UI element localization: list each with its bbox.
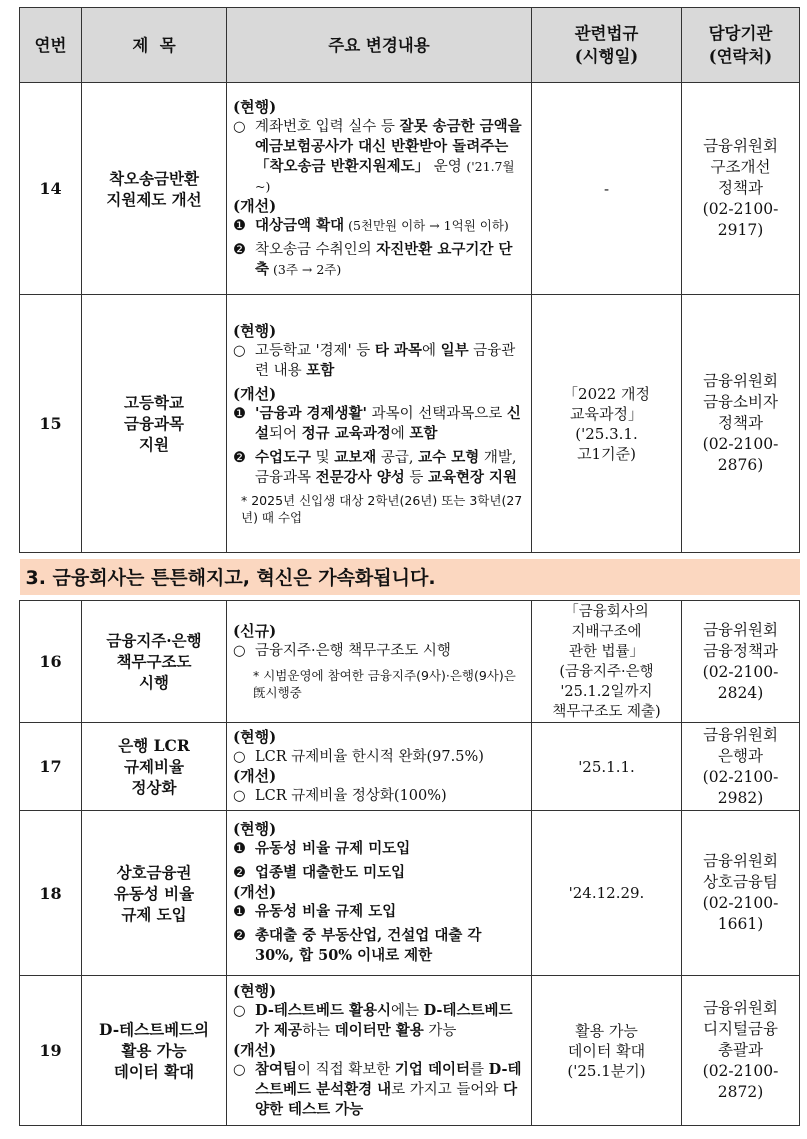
row-agency: 금융위원회 디지털금융 총괄과 (02-2100- 2872) (682, 976, 800, 1126)
row-agency: 금융위원회 구조개선 정책과 (02-2100- 2917) (682, 83, 800, 295)
table-row (20, 811, 800, 976)
header-num: 연번 (20, 8, 82, 83)
bullet-item: ○ LCR 규제비율 정상화(100%) (233, 787, 447, 804)
section-label: (현행) (233, 820, 277, 838)
table-row (20, 295, 800, 553)
bullet-item: ❷ 수업도구 및 교보재 공급, 교수 모형 개발, 금융과목 전문강사 양성 등 교육현장 지원 (233, 448, 518, 486)
row-law: '25.1.1. (532, 723, 682, 811)
row-content (227, 295, 532, 553)
section-label: (현행) (233, 97, 277, 116)
row-number: 15 (20, 295, 82, 553)
footnote: * 시범운영에 참여한 금융지주(9사)·은행(9사)은 旣시행중 (253, 668, 516, 700)
section-label: (개선) (233, 883, 277, 901)
row-content (227, 601, 532, 723)
table-row (20, 83, 800, 295)
table-header-row (20, 8, 800, 83)
table-row (20, 601, 800, 723)
header-content: 주요 변경내용 (227, 8, 532, 83)
row-number: 16 (20, 601, 82, 723)
row-law: 활용 가능 데이터 확대 ('25.1분기) (532, 976, 682, 1126)
row-content (227, 723, 532, 811)
row-number: 18 (20, 811, 82, 976)
row-content (227, 976, 532, 1126)
section-label: (현행) (233, 321, 277, 340)
bullet-item: ○ 고등학교 '경제' 등 타 과목에 일부 금융관련 내용 포함 (233, 341, 516, 379)
section-label: (현행) (233, 981, 277, 1000)
bullet-item: ❷ 착오송금 수취인의 자진반환 요구기간 단축 (3주 → 2주) (233, 240, 513, 278)
row-law: 「금융회사의 지배구조에 관한 법률」 (금융지주·은행 '25.1.2일까지 책무구조도 제출) (532, 601, 682, 723)
bullet-item: ○ D-테스트베드 활용시에는 D-테스트베드가 제공하는 데이터만 활용 가능 (233, 1001, 513, 1039)
section-banner-title: 3. 금융회사는 튼튼해지고, 혁신은 가속화됩니다. (20, 559, 800, 595)
bullet-item: ❶ 유동성 비율 규제 도입 (233, 903, 397, 920)
row-content (227, 83, 532, 295)
bullet-item: ❶ 유동성 비율 규제 미도입 (233, 840, 411, 857)
row-law: - (532, 83, 682, 295)
section-label: (개선) (233, 1040, 277, 1059)
policy-change-table (19, 7, 800, 1126)
bullet-item: ❶ 대상금액 확대 (5천만원 이하 → 1억원 이하) (233, 216, 509, 234)
section-label: (개선) (233, 384, 277, 403)
row-agency: 금융위원회 금융정책과 (02-2100- 2824) (682, 601, 800, 723)
row-title: D-테스트베드의 활용 가능 데이터 확대 (82, 976, 227, 1126)
bullet-item: ❷ 총대출 중 부동산업, 건설업 대출 각 30%, 합 50% 이내로 제한 (233, 927, 482, 964)
row-title: 고등학교 금융과목 지원 (82, 295, 227, 553)
row-law: '24.12.29. (532, 811, 682, 976)
section-banner (20, 559, 800, 595)
table-row (20, 723, 800, 811)
bullet-item: ❷ 업종별 대출한도 미도입 (233, 864, 406, 881)
row-number: 14 (20, 83, 82, 295)
row-agency: 금융위원회 금융소비자 정책과 (02-2100- 2876) (682, 295, 800, 553)
section-label: (개선) (233, 766, 277, 785)
row-law: 「2022 개정 교육과정」 ('25.3.1. 고1기준) (532, 295, 682, 553)
header-law: 관련법규 (시행일) (532, 8, 682, 83)
section-label: (현행) (233, 727, 277, 746)
section-label: (개선) (233, 196, 277, 215)
table-row (20, 976, 800, 1126)
row-content (227, 811, 532, 976)
bullet-item: ○ 참여팀이 직접 확보한 기업 데이터를 D-테스트베드 분석환경 내로 가지고 들어와 다양한 테스트 가능 (233, 1060, 522, 1118)
section-label: (신규) (233, 622, 277, 640)
bullet-item: ○ LCR 규제비율 한시적 완화(97.5%) (233, 748, 484, 765)
row-title: 금융지주·은행 책무구조도 시행 (82, 601, 227, 723)
row-title: 은행 LCR 규제비율 정상화 (82, 723, 227, 811)
bullet-item: ○ 금융지주·은행 책무구조도 시행 (233, 643, 451, 659)
header-title: 제 목 (82, 8, 227, 83)
footnote: * 2025년 신입생 대상 2학년(26년) 또는 3학년(27년) 때 수업 (241, 492, 523, 525)
row-title: 착오송금반환 지원제도 개선 (82, 83, 227, 295)
bullet-item: ❶ '금융과 경제생활' 과목이 선택과목으로 신설되어 정규 교육과정에 포함 (233, 404, 521, 442)
row-number: 19 (20, 976, 82, 1126)
row-agency: 금융위원회 은행과 (02-2100- 2982) (682, 723, 800, 811)
row-number: 17 (20, 723, 82, 811)
header-agency: 담당기관 (연락처) (682, 8, 800, 83)
row-agency: 금융위원회 상호금융팀 (02-2100- 1661) (682, 811, 800, 976)
bullet-item: ○ 계좌번호 입력 실수 등 잘못 송금한 금액을 예금보험공사가 대신 반환받아 돌려주는「착오송금 반환지원제도」 운영 ('21.7월~) (233, 117, 522, 194)
row-title: 상호금융권 유동성 비율 규제 도입 (82, 811, 227, 976)
